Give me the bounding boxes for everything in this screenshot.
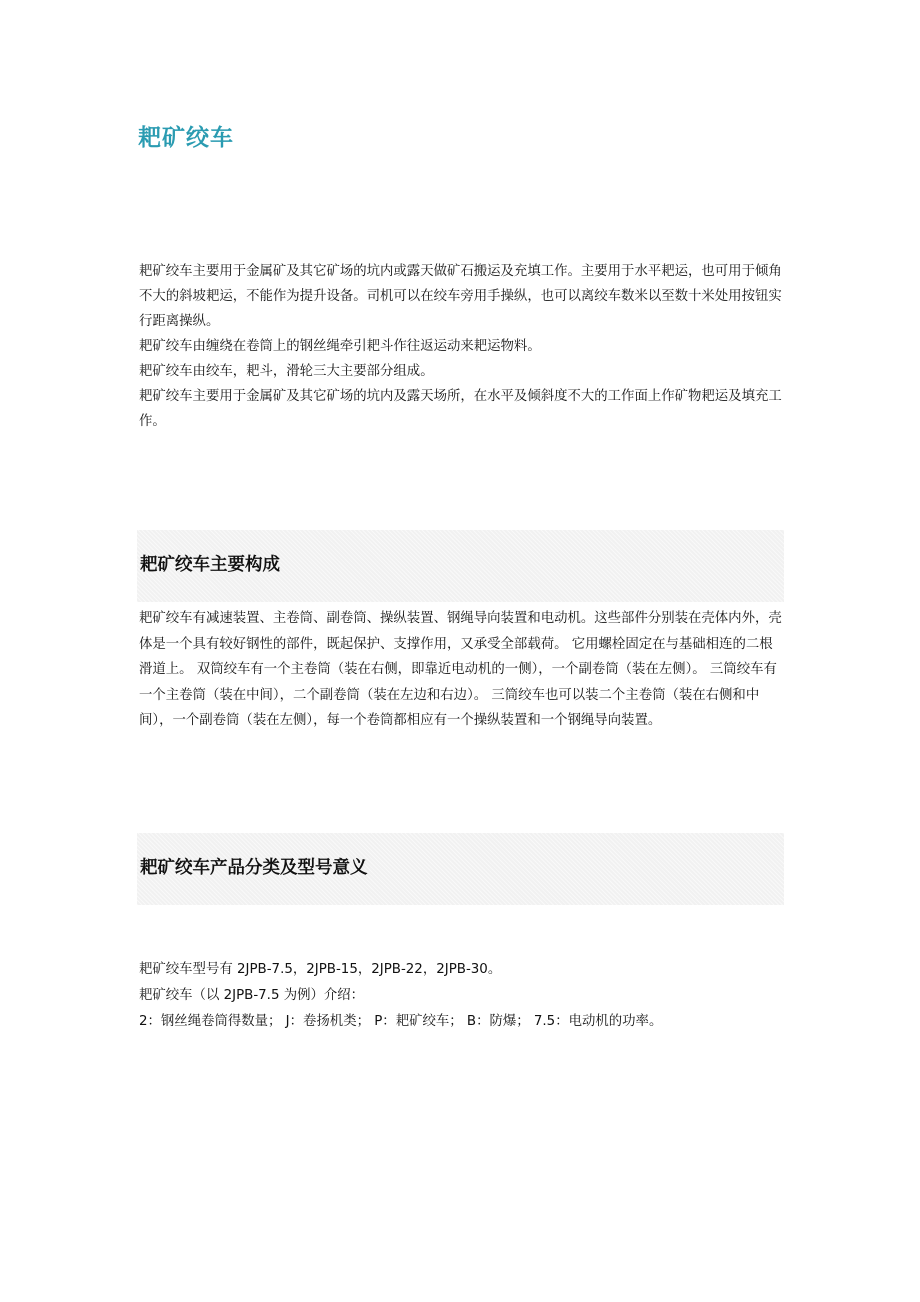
composition-section: [139, 606, 785, 734]
composition-heading-band: [137, 530, 784, 602]
composition-heading: 耙矿绞车主要构成: [140, 555, 280, 575]
models-heading-band: [137, 833, 784, 905]
intro-paragraph: 耙矿绞车由缠绕在卷筒上的钢丝绳牵引耙斗作往返运动来耙运物料。: [139, 339, 541, 354]
intro-paragraph: 耙矿绞车主要用于金属矿及其它矿场的坑内及露天场所，在水平及倾斜度不大的工作面上作矿物耙运及填充工作。: [139, 389, 782, 429]
model-line: 2：钢丝绳卷筒得数量； J：卷扬机类； P：耙矿绞车； B：防爆； 7.5：电动机的功率。: [139, 1014, 663, 1029]
model-line: 耙矿绞车（以 2JPB-7.5 为例）介绍：: [139, 988, 365, 1003]
composition-paragraph: 耙矿绞车有减速装置、主卷筒、副卷筒、操纵装置、钢绳导向装置和电动机。这些部件分别装在壳体内外，壳体是一个具有较好钢性的部件，既起保护、支撑作用，又承受全部载荷。 它用螺栓固定在与基础相连的二根滑道上。 双筒绞车有一个主卷筒（装在右侧，即靠近电动机的一侧），一个副卷筒（装在左侧）。 三筒绞车有一个主卷筒（装在中间），二个副卷筒（装在左边和右边）。 三筒绞车也可以装二个主卷筒（装在右侧和中间），一个副卷筒（装在左侧），每一个卷筒都相应有一个操纵装置和一个钢绳导向装置。: [139, 611, 782, 728]
model-line: 耙矿绞车型号有 2JPB-7.5，2JPB-15，2JPB-22，2JPB-30。: [139, 962, 502, 977]
models-heading: 耙矿绞车产品分类及型号意义: [140, 858, 368, 878]
models-section: [139, 957, 785, 1035]
intro-paragraph: 耙矿绞车由绞车，耙斗，滑轮三大主要部分组成。: [139, 364, 434, 379]
intro-section: [139, 259, 785, 434]
page-title: 耙矿绞车: [138, 125, 234, 151]
intro-paragraph: 耙矿绞车主要用于金属矿及其它矿场的坑内或露天做矿石搬运及充填工作。主要用于水平耙运，也可用于倾角不大的斜坡耙运，不能作为提升设备。司机可以在绞车旁用手操纵，也可以离绞车数米以至数十米处用按钮实行距离操纵。: [139, 264, 782, 329]
